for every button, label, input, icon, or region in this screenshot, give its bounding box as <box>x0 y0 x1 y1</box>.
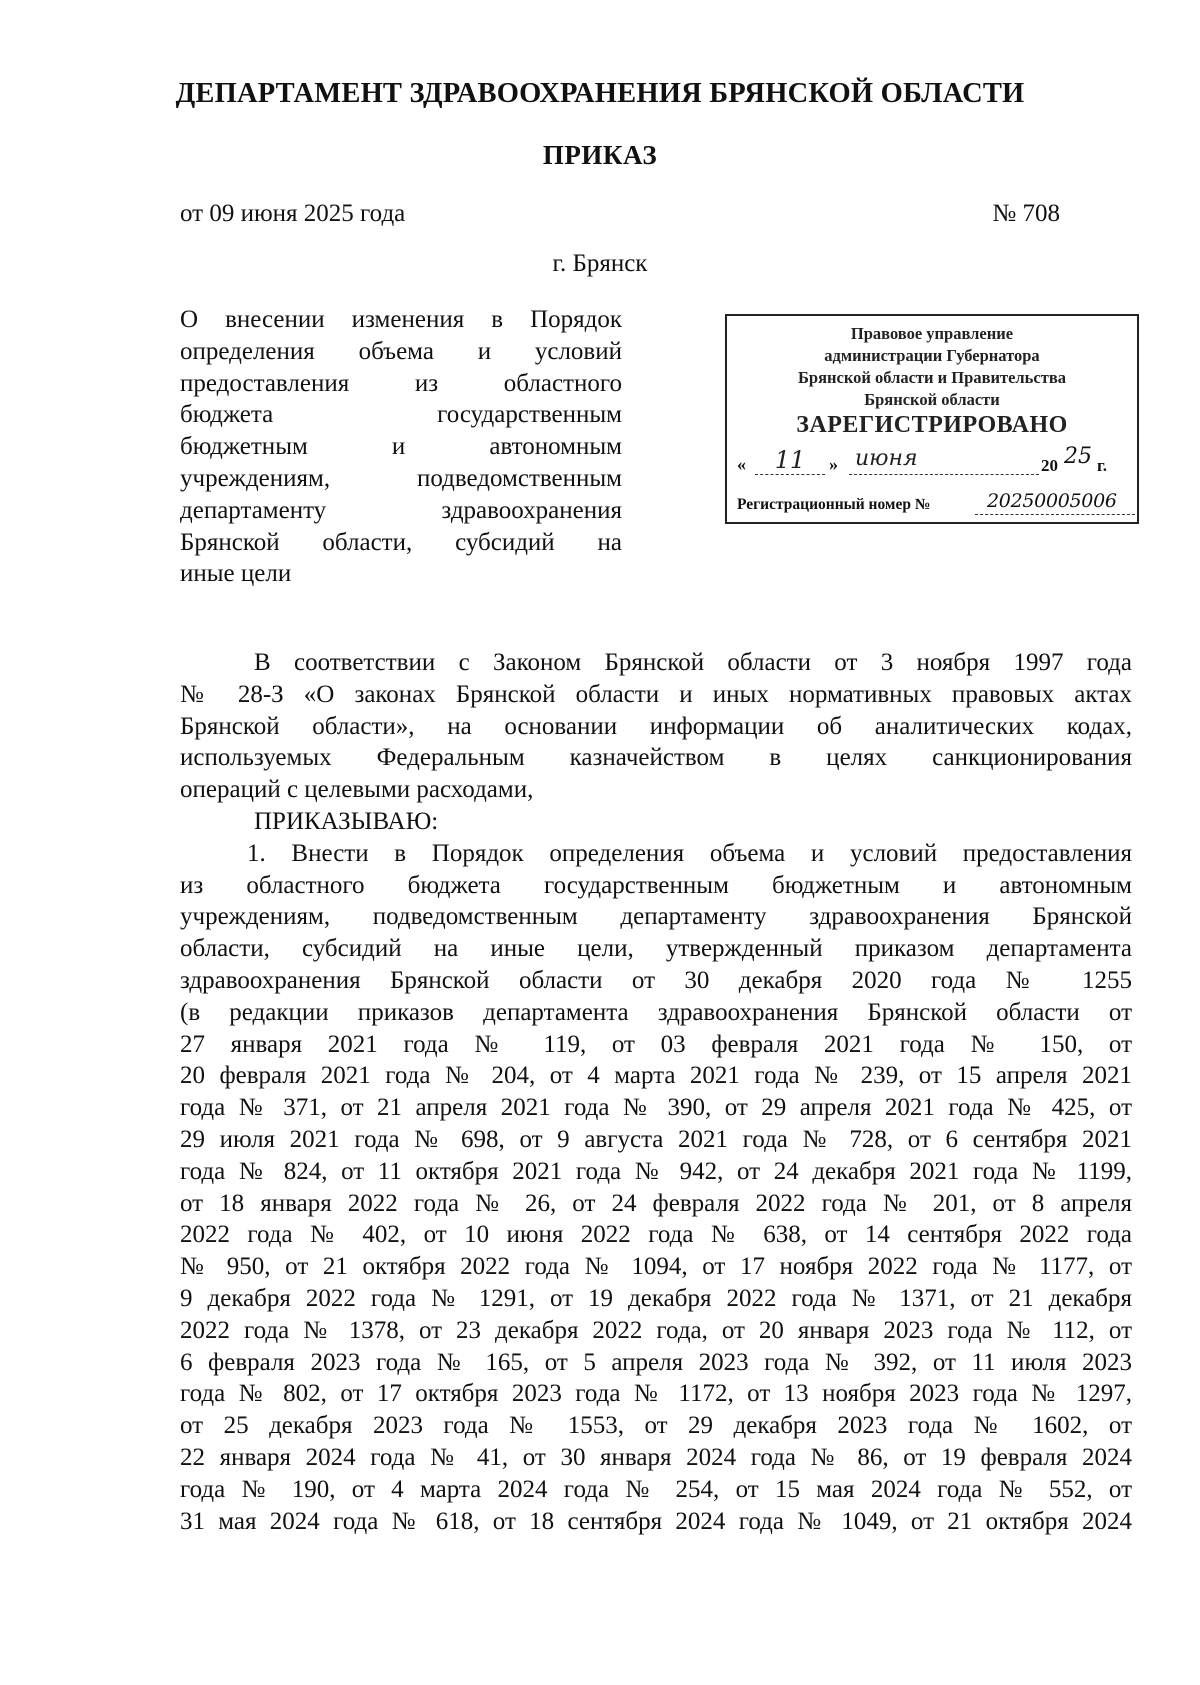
body-line: года № 824, от 11 октября 2021 года № 942, от 24 декабря 2021 года № 1199, <box>180 1157 1132 1185</box>
order-body <box>180 647 1132 1537</box>
subject-line: Брянской области, субсидий на <box>180 528 622 556</box>
body-line: (в редакции приказов департамента здравоохранения Брянской области от <box>180 998 1132 1026</box>
body-line: здравоохранения Брянской области от 30 декабря 2020 года № 1255 <box>180 966 1132 994</box>
body-line: операций с целевыми расходами, <box>180 776 534 804</box>
registration-stamp <box>725 314 1139 524</box>
subject-line: предоставления из областного <box>180 369 622 397</box>
order-date: от 09 июня 2025 года <box>180 200 406 227</box>
city-line: г. Брянск <box>552 250 648 277</box>
subject-line: О внесении изменения в Порядок <box>180 306 622 333</box>
stamp-line: Брянской области <box>864 390 1000 409</box>
stamp-reg-underline <box>975 514 1135 515</box>
body-line: 20 февраля 2021 года № 204, от 4 марта 2021 года № 239, от 15 апреля 2021 <box>180 1062 1132 1090</box>
stamp-registration-label: Регистрационный номер № <box>737 496 931 513</box>
department-title: ДЕПАРТАМЕНТ ЗДРАВООХРАНЕНИЯ БРЯНСКОЙ ОБЛАСТИ <box>175 78 1025 109</box>
subject-line: бюджета государственным <box>180 401 622 429</box>
body-line: учреждениям, подведомственным департаменту здравоохранения Брянской <box>180 903 1132 931</box>
subject-line: бюджетным и автономным <box>180 433 622 461</box>
body-line: 22 января 2024 года № 41, от 30 января 2024 года № 86, от 19 февраля 2024 <box>180 1443 1132 1471</box>
stamp-date-row <box>737 444 1127 482</box>
body-line: используемых Федеральным казначейством в целях санкционирования <box>180 744 1132 772</box>
body-line: 27 января 2021 года № 119, от 03 февраля 2021 года № 150, от <box>180 1030 1132 1058</box>
subject-line: определения объема и условий <box>180 337 622 365</box>
body-line: № 950, от 21 октября 2022 года № 1094, от 17 ноября 2022 года № 1177, от <box>180 1253 1132 1281</box>
body-line: области, субсидий на иные цели, утвержденный приказом департамента <box>180 935 1132 963</box>
stamp-line: администрации Губернатора <box>824 346 1040 365</box>
stamp-title: ЗАРЕГИСТРИРОВАНО <box>796 412 1068 438</box>
order-number: № 708 <box>992 200 1060 227</box>
stamp-line: Брянской области и Правительства <box>798 368 1066 387</box>
body-line: № 28-З «О законах Брянской области и иных нормативных правовых актах <box>180 680 1132 708</box>
order-command: ПРИКАЗЫВАЮ: <box>254 807 439 835</box>
body-line: 31 мая 2024 года № 618, от 18 сентября 2024 года № 1049, от 21 октября 2024 <box>180 1507 1132 1535</box>
subject-line: учреждениям, подведомственным <box>180 464 622 492</box>
stamp-month-underline <box>849 474 1039 475</box>
stamp-year-unit: г. <box>1097 456 1108 475</box>
subject-line: иные цели <box>180 560 292 588</box>
stamp-handwritten-reg-number: 20250005006 <box>987 490 1117 512</box>
body-line: от 18 января 2022 года № 26, от 24 февраля 2022 года № 201, от 8 апреля <box>180 1189 1132 1217</box>
stamp-year-prefix: 20 <box>1041 456 1058 475</box>
stamp-registration-row <box>737 490 1133 520</box>
stamp-quote-close: » <box>829 454 838 474</box>
subject-line: департаменту здравоохранения <box>180 496 622 524</box>
body-line: Брянской области», на основании информации об аналитических кодах, <box>180 712 1132 740</box>
stamp-quote-open: « <box>737 454 746 474</box>
body-line: 29 июля 2021 года № 698, от 9 августа 2021 года № 728, от 6 сентября 2021 <box>180 1125 1132 1153</box>
stamp-handwritten-month: июня <box>855 446 918 471</box>
body-line: из областного бюджета государственным бюджетным и автономным <box>180 871 1132 899</box>
body-line: В соответствии с Законом Брянской области от 3 ноября 1997 года <box>254 649 1132 676</box>
body-line: 6 февраля 2023 года № 165, от 5 апреля 2023 года № 392, от 11 июля 2023 <box>180 1348 1132 1376</box>
body-line: года № 371, от 21 апреля 2021 года № 390, от 29 апреля 2021 года № 425, от <box>180 1094 1132 1122</box>
stamp-handwritten-year: 25 <box>1064 444 1092 469</box>
document-type-title: ПРИКАЗ <box>542 140 658 170</box>
body-line: 2022 года № 402, от 10 июня 2022 года № 638, от 14 сентября 2022 года <box>180 1221 1132 1249</box>
date-number-line <box>180 200 1060 234</box>
stamp-day-underline <box>755 474 825 475</box>
body-line: 9 декабря 2022 года № 1291, от 19 декабря 2022 года № 1371, от 21 декабря <box>180 1284 1132 1312</box>
body-line: 2022 года № 1378, от 23 декабря 2022 года, от 20 января 2023 года № 112, от <box>180 1316 1132 1344</box>
body-line: года № 190, от 4 марта 2024 года № 254, от 15 мая 2024 года № 552, от <box>180 1475 1132 1503</box>
body-line: от 25 декабря 2023 года № 1553, от 29 декабря 2023 года № 1602, от <box>180 1412 1132 1440</box>
order-subject <box>180 304 622 590</box>
body-line: 1. Внести в Порядок определения объема и условий предоставления <box>247 839 1132 867</box>
stamp-handwritten-day: 11 <box>774 446 806 474</box>
stamp-line: Правовое управление <box>850 324 1014 343</box>
body-line: года № 802, от 17 октября 2023 года № 1172, от 13 ноября 2023 года № 1297, <box>180 1380 1132 1408</box>
